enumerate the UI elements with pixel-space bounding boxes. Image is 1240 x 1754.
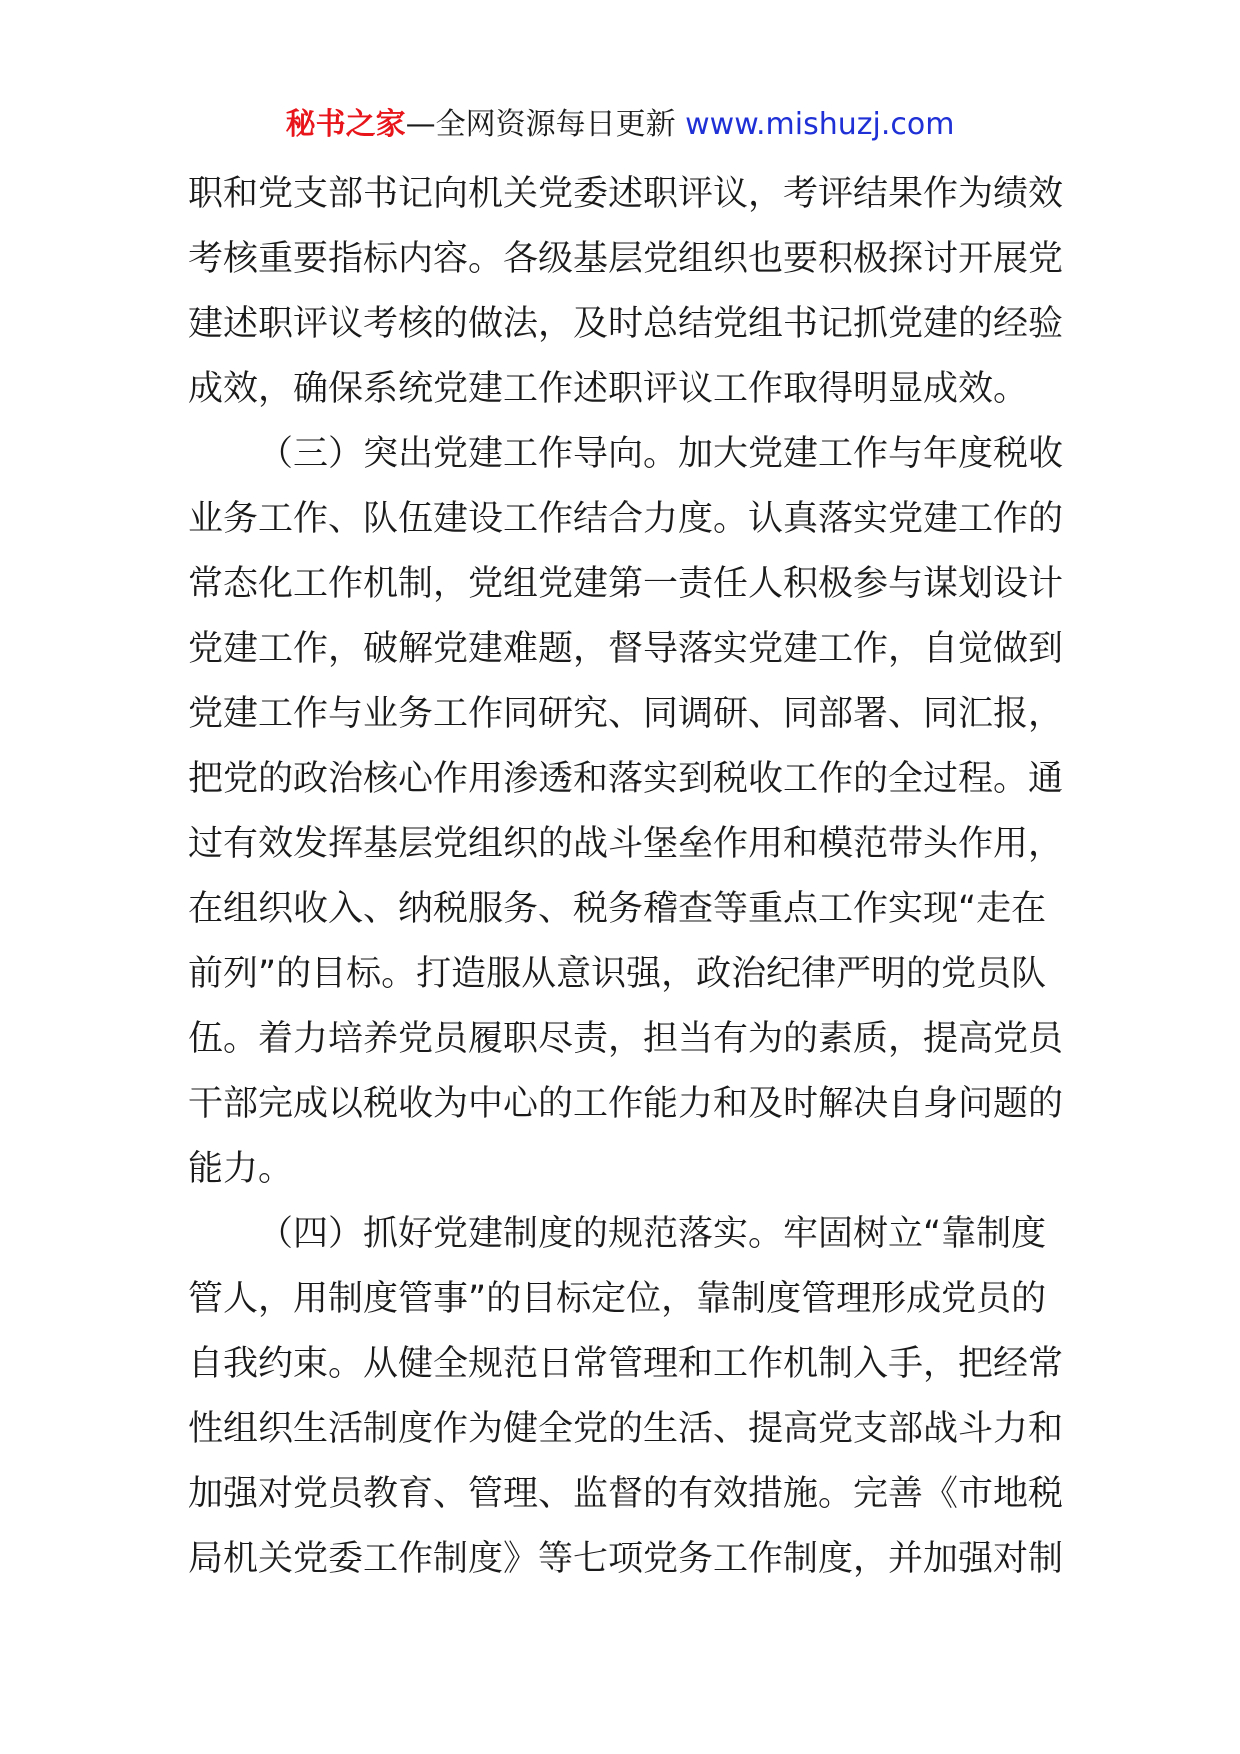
site-url-link[interactable]: www.mishuzj.com [685, 107, 955, 142]
text-line: 党建工作与业务工作同研究、同调研、同部署、同汇报， [188, 694, 1064, 734]
text-line: 党建工作，破解党建难题，督导落实党建工作，自觉做到 [188, 629, 1064, 669]
text-line: 自我约束。从健全规范日常管理和工作机制入手，把经常 [188, 1344, 1064, 1384]
text-line: 管人，用制度管事”的目标定位，靠制度管理形成党员的 [188, 1279, 1047, 1319]
section-heading-line: （三）突出党建工作导向。加大党建工作与年度税收 [258, 434, 1064, 474]
text-line: 前列”的目标。打造服从意识强，政治纪律严明的党员队 [188, 954, 1047, 994]
site-brand: 秘书之家 [285, 107, 406, 142]
text-line: 伍。着力培养党员履职尽责，担当有为的素质，提高党员 [188, 1019, 1064, 1059]
site-header [0, 100, 1240, 150]
text-line: 过有效发挥基层党组织的战斗堡垒作用和模范带头作用， [188, 824, 1064, 864]
site-tagline: —全网资源每日更新 [405, 107, 676, 142]
document-body [188, 162, 1064, 1592]
text-line: 成效，确保系统党建工作述职评议工作取得明显成效。 [188, 369, 1029, 409]
text-line: 职和党支部书记向机关党委述职评议，考评结果作为绩效 [188, 174, 1064, 214]
text-line: 把党的政治核心作用渗透和落实到税收工作的全过程。通 [188, 759, 1064, 799]
text-line: 业务工作、队伍建设工作结合力度。认真落实党建工作的 [188, 499, 1064, 539]
text-line: 考核重要指标内容。各级基层党组织也要积极探讨开展党 [188, 239, 1064, 279]
text-line: 建述职评议考核的做法，及时总结党组书记抓党建的经验 [188, 304, 1064, 344]
text-line: 局机关党委工作制度》等七项党务工作制度，并加强对制 [188, 1539, 1064, 1579]
text-line: 能力。 [188, 1149, 294, 1189]
text-line: 在组织收入、纳税服务、税务稽查等重点工作实现“走在 [188, 889, 1047, 929]
section-heading-line: （四）抓好党建制度的规范落实。牢固树立“靠制度 [258, 1214, 1047, 1254]
text-line: 干部完成以税收为中心的工作能力和及时解决自身问题的 [188, 1084, 1064, 1124]
text-line: 加强对党员教育、管理、监督的有效措施。完善《市地税 [188, 1474, 1064, 1514]
text-line: 性组织生活制度作为健全党的生活、提高党支部战斗力和 [188, 1409, 1064, 1449]
text-line: 常态化工作机制，党组党建第一责任人积极参与谋划设计 [188, 564, 1064, 604]
